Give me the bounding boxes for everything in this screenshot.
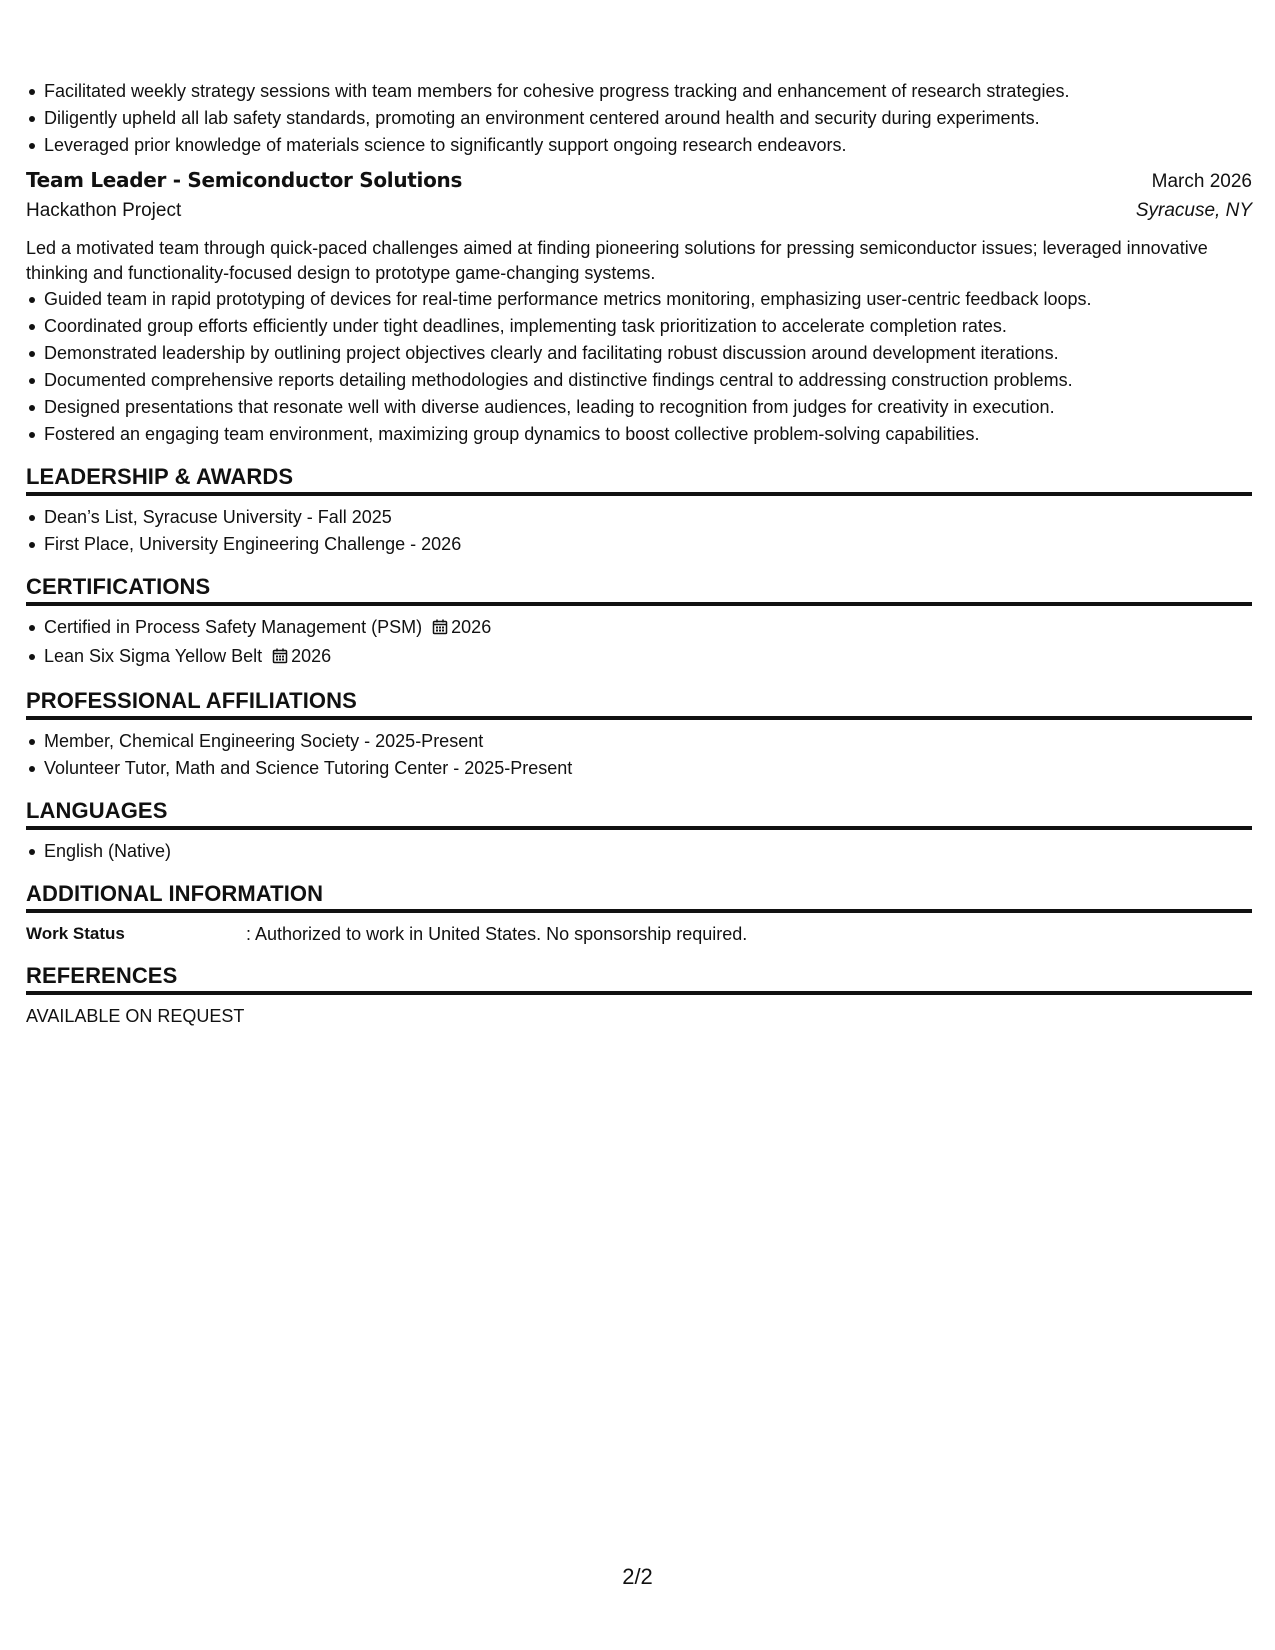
list-item: [44, 614, 1252, 643]
section-title: LANGUAGES: [26, 796, 1252, 830]
job-header: [26, 168, 1252, 200]
list-item: Diligently upheld all lab safety standards, promoting an environment centered around health and security during experiments.: [44, 105, 1252, 132]
job-organization: Hackathon Project: [26, 200, 182, 221]
calendar-icon: [432, 616, 448, 643]
leadership-section: [26, 462, 1252, 558]
list-item: Leveraged prior knowledge of materials science to significantly support ongoing research endeavors.: [44, 132, 1252, 159]
certification-name: Certified in Process Safety Management (PSM): [44, 617, 423, 637]
list-item: Guided team in rapid prototyping of devices for real-time performance metrics monitoring, emphasizing user-centric feedback loops.: [44, 286, 1252, 313]
certification-year: 2026: [291, 646, 332, 666]
list-item: Coordinated group efforts efficiently under tight deadlines, implementing task prioritization to accelerate completion rates.: [44, 313, 1252, 340]
additional-info-section: [26, 879, 1252, 947]
work-status-label: Work Status: [26, 924, 125, 943]
job-entry: [26, 168, 1252, 448]
list-item: Volunteer Tutor, Math and Science Tutoring Center - 2025-Present: [44, 755, 1252, 782]
resume-page: [26, 78, 1252, 1029]
affiliations-list: [26, 728, 1252, 782]
list-item: Demonstrated leadership by outlining project objectives clearly and facilitating robust discussion around development iterations.: [44, 340, 1252, 367]
section-title: ADDITIONAL INFORMATION: [26, 879, 1252, 913]
job-summary: Led a motivated team through quick-paced challenges aimed at finding pioneering solutions for pressing semiconductor issues; leveraged innovative thinking and functionality-focused design to prototype game-changing systems.: [26, 238, 1208, 283]
section-title: CERTIFICATIONS: [26, 572, 1252, 606]
references-text: AVAILABLE ON REQUEST: [26, 1006, 245, 1026]
list-item: Facilitated weekly strategy sessions with team members for cohesive progress tracking and enhancement of research strategies.: [44, 78, 1252, 105]
certification-year: 2026: [451, 617, 492, 637]
work-status-row: [26, 921, 1252, 947]
languages-section: [26, 796, 1252, 865]
job-bullets: [26, 286, 1252, 448]
list-item: Documented comprehensive reports detailing methodologies and distinctive findings central to addressing construction problems.: [44, 367, 1252, 394]
job-title: Team Leader - Semiconductor Solutions: [26, 168, 463, 192]
section-title: REFERENCES: [26, 961, 1252, 995]
references-section: [26, 961, 1252, 1029]
previous-job-bullets: [26, 78, 1252, 159]
list-item: First Place, University Engineering Challenge - 2026: [44, 531, 1252, 558]
job-location: Syracuse, NY: [1135, 200, 1252, 221]
list-item: [44, 643, 1252, 672]
list-item: English (Native): [44, 838, 1252, 865]
calendar-icon: [272, 645, 288, 672]
languages-list: [26, 838, 1252, 865]
job-subheader: [26, 200, 1252, 232]
affiliations-section: [26, 686, 1252, 782]
work-status-value: : Authorized to work in United States. No sponsorship required.: [246, 924, 748, 944]
job-date: March 2026: [1151, 171, 1252, 192]
list-item: Designed presentations that resonate well with diverse audiences, leading to recognition from judges for creativity in execution.: [44, 394, 1252, 421]
certifications-section: [26, 572, 1252, 672]
certification-name: Lean Six Sigma Yellow Belt: [44, 646, 263, 666]
leadership-list: [26, 504, 1252, 558]
list-item: Dean’s List, Syracuse University - Fall 2025: [44, 504, 1252, 531]
section-title: LEADERSHIP & AWARDS: [26, 462, 1252, 496]
certifications-list: [26, 614, 1252, 672]
section-title: PROFESSIONAL AFFILIATIONS: [26, 686, 1252, 720]
list-item: Member, Chemical Engineering Society - 2025-Present: [44, 728, 1252, 755]
list-item: Fostered an engaging team environment, maximizing group dynamics to boost collective problem-solving capabilities.: [44, 421, 1252, 448]
page-number: 2/2: [622, 1564, 653, 1589]
